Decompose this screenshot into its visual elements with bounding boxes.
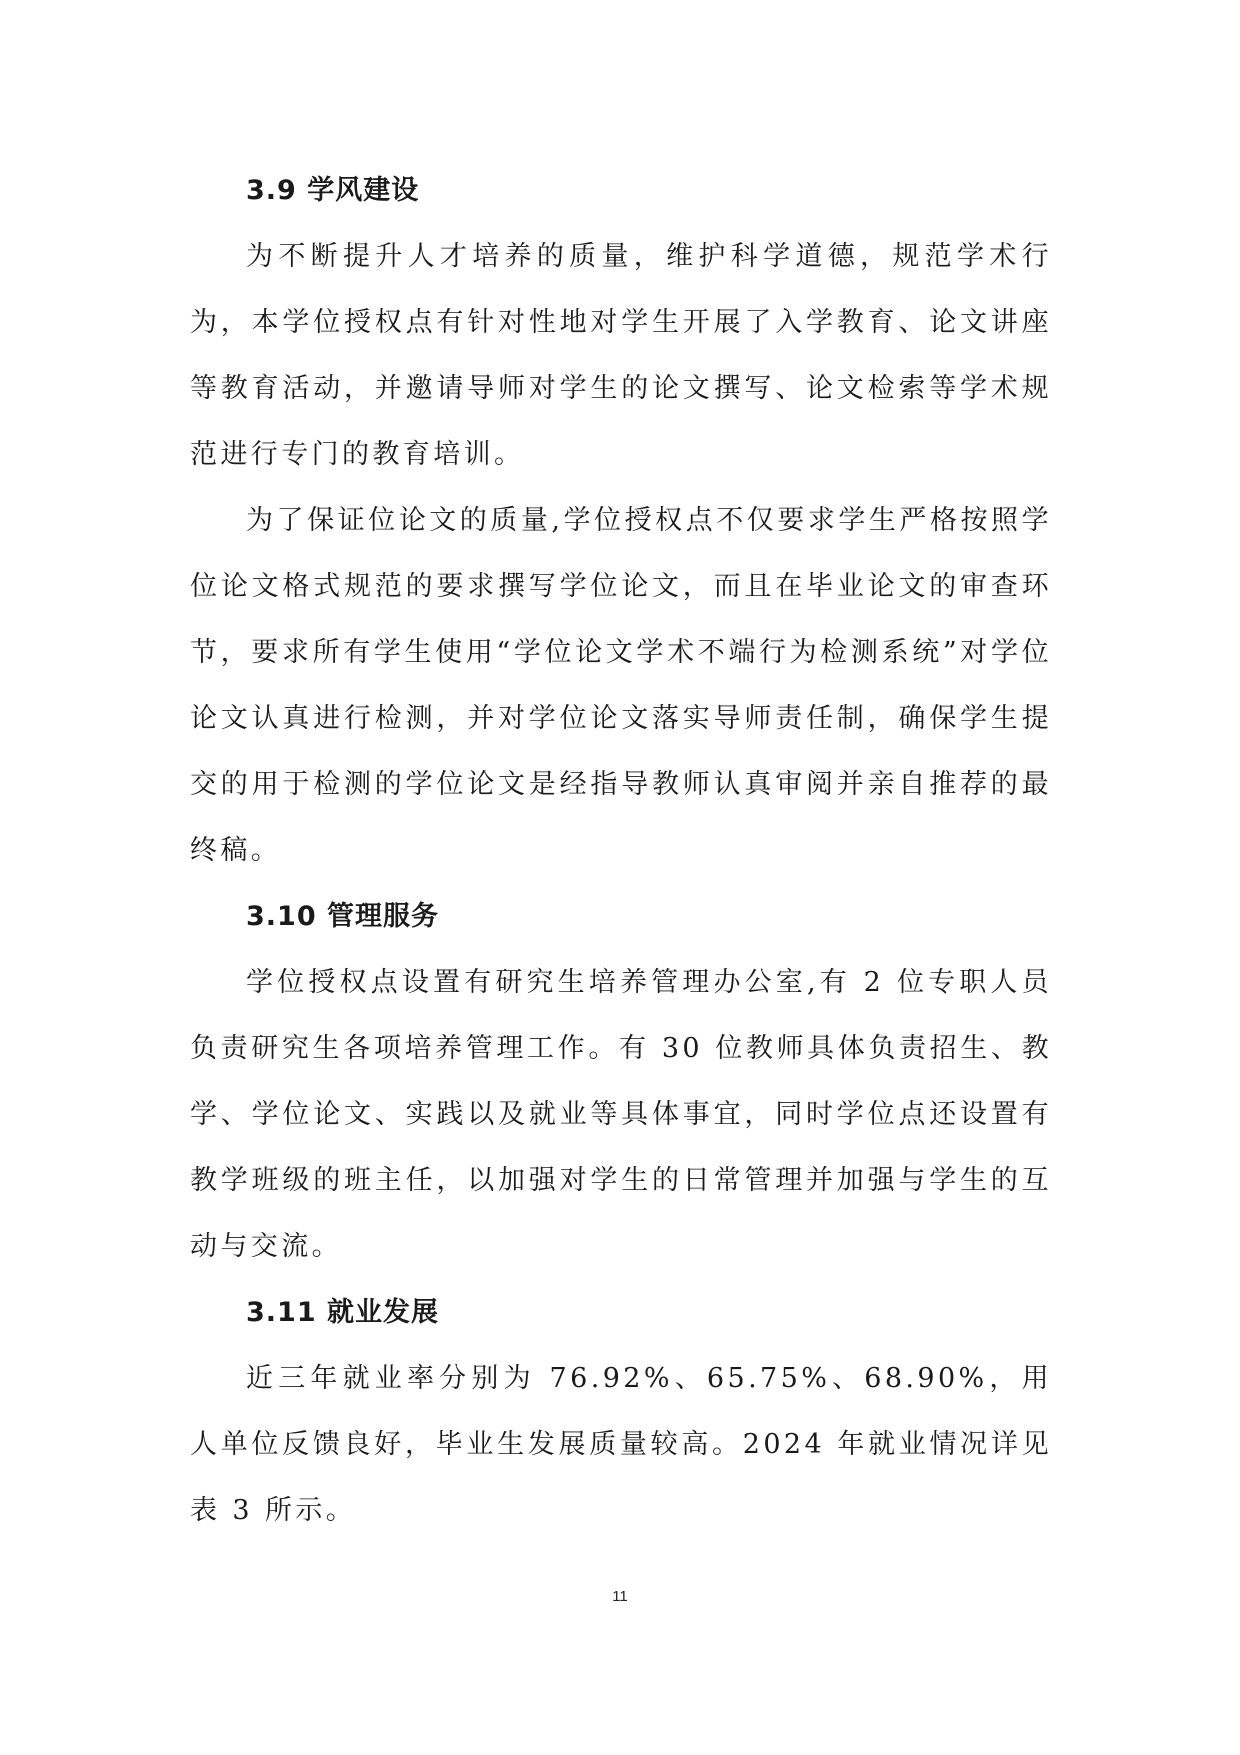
paragraph-study-style-2: 为了保证位论文的质量,学位授权点不仅要求学生严格按照学位论文格式规范的要求撰写学位论文，而且在毕业论文的审查环节，要求所有学生使用“学位论文学术不端行为检测系统”对学位论文认真进行检测，并对学位论文落实导师责任制，确保学生提交的用于检测的学位论文是经指导教师认真审阅并亲自推荐的最终稿。 [190, 505, 1052, 866]
section-heading-study-style: 3.9 学风建设 [246, 175, 420, 206]
paragraph-study-style-1: 为不断提升人才培养的质量，维护科学道德，规范学术行为，本学位授权点有针对性地对学生开展了入学教育、论文讲座等教育活动，并邀请导师对学生的论文撰写、论文检索等学术规范进行专门的教育培训。 [190, 241, 1052, 470]
paragraph-employment-1: 近三年就业率分别为 76.92%、65.75%、68.90%，用人单位反馈良好，毕业生发展质量较高。2024 年就业情况详见表 3 所示。 [190, 1363, 1052, 1526]
section-heading-employment: 3.11 就业发展 [246, 1297, 440, 1328]
page-number: 11 [612, 1588, 628, 1605]
page-body [190, 158, 1052, 1544]
paragraph-management-service-1: 学位授权点设置有研究生培养管理办公室,有 2 位专职人员负责研究生各项培养管理工作。有 30 位教师具体负责招生、教学、学位论文、实践以及就业等具体事宜，同时学位点还设置有教学班级的班主任，以加强对学生的日常管理并加强与学生的互动与交流。 [190, 967, 1052, 1262]
section-heading-management-service: 3.10 管理服务 [246, 901, 440, 932]
